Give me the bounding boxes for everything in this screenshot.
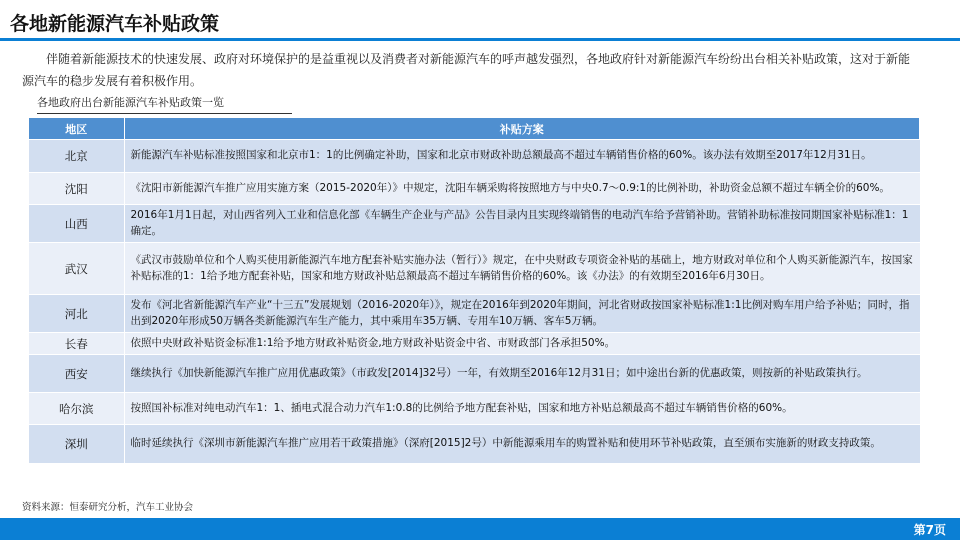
policy-cell: 依照中央财政补贴资金标准1:1给予地方财政补贴资金,地方财政补贴资金中省、市财政部门各承担50%。 xyxy=(124,333,920,355)
header-policy: 补贴方案 xyxy=(124,118,920,140)
page-number: 第7页 xyxy=(913,523,946,537)
header-region: 地区 xyxy=(29,118,124,140)
policy-cell: 继续执行《加快新能源汽车推广应用优惠政策》（市政发[2014]32号）一年，有效期至2016年12月31日；如中途出台新的优惠政策，则按新的补贴政策执行。 xyxy=(124,355,920,393)
policy-cell: 按照国补标准对纯电动汽车1：1、插电式混合动力汽车1:0.8的比例给予地方配套补贴，国家和地方补贴总额最高不超过车辆销售价格的60%。 xyxy=(124,393,920,425)
table-row xyxy=(29,140,920,173)
region-cell: 河北 xyxy=(29,295,124,333)
table-row xyxy=(29,425,920,463)
table-caption: 各地政府出台新能源汽车补贴政策一览 xyxy=(37,94,292,114)
table-row xyxy=(29,173,920,205)
table-row xyxy=(29,393,920,425)
region-cell: 哈尔滨 xyxy=(29,393,124,425)
title-divider xyxy=(0,38,960,41)
region-cell: 深圳 xyxy=(29,425,124,463)
subsidy-policy-table xyxy=(29,118,920,463)
policy-cell: 临时延续执行《深圳市新能源汽车推广应用若干政策措施》（深府[2015]2号）中新能源乘用车的购置补贴和使用环节补贴政策，直至颁布实施新的财政支持政策。 xyxy=(124,425,920,463)
page-title: 各地新能源汽车补贴政策 xyxy=(10,13,220,35)
policy-cell: 发布《河北省新能源汽车产业“十三五”发展规划（2016-2020年）》，规定在2016年到2020年期间，河北省财政按国家补贴标准1:1比例对购车用户给予补贴；同时，指出到2020年形成50万辆各类新能源汽车生产能力，其中乘用车35万辆、专用车10万辆、客车5万辆。 xyxy=(124,295,920,333)
region-cell: 长春 xyxy=(29,333,124,355)
table-row xyxy=(29,205,920,243)
intro-paragraph: 伴随着新能源技术的快速发展、政府对环境保护的是益重视以及消费者对新能源汽车的呼声越发强烈，各地政府针对新能源汽车纷纷出台相关补贴政策，这对于新能源汽车的稳步发展有着积极作用。 xyxy=(22,52,911,88)
table-row xyxy=(29,333,920,355)
policy-cell: 《沈阳市新能源汽车推广应用实施方案（2015-2020年）》中规定，沈阳车辆采购将按照地方与中央0.7～0.9:1的比例补助，补助资金总额不超过车辆全价的60%。 xyxy=(124,173,920,205)
region-cell: 北京 xyxy=(29,140,124,173)
region-cell: 沈阳 xyxy=(29,173,124,205)
footer-bar xyxy=(0,518,960,540)
policy-cell: 新能源汽车补贴标准按照国家和北京市1：1的比例确定补助，国家和北京市财政补助总额最高不超过车辆销售价格的60%。该办法有效期至2017年12月31日。 xyxy=(124,140,920,173)
table-header-row xyxy=(29,118,920,140)
source-note: 资料来源：恒泰研究分析，汽车工业协会 xyxy=(22,502,194,513)
policy-cell: 《武汉市鼓励单位和个人购买使用新能源汽车地方配套补贴实施办法（暂行）》规定，在中央财政专项资金补贴的基础上，地方财政对单位和个人购买新能源汽车，按国家补贴标准的1：1给予地方配套补贴，国家和地方财政补贴总额最高不超过车辆销售价格的60%。该《办法》的有效期至2016年6月30日。 xyxy=(124,243,920,295)
region-cell: 武汉 xyxy=(29,243,124,295)
region-cell: 西安 xyxy=(29,355,124,393)
policy-cell: 2016年1月1日起，对山西省列入工业和信息化部《车辆生产企业与产品》公告目录内且实现终端销售的电动汽车给予营销补助。营销补助标准按同期国家补贴标准1：1确定。 xyxy=(124,205,920,243)
region-cell: 山西 xyxy=(29,205,124,243)
table-row xyxy=(29,355,920,393)
table-row xyxy=(29,243,920,295)
table-row xyxy=(29,295,920,333)
